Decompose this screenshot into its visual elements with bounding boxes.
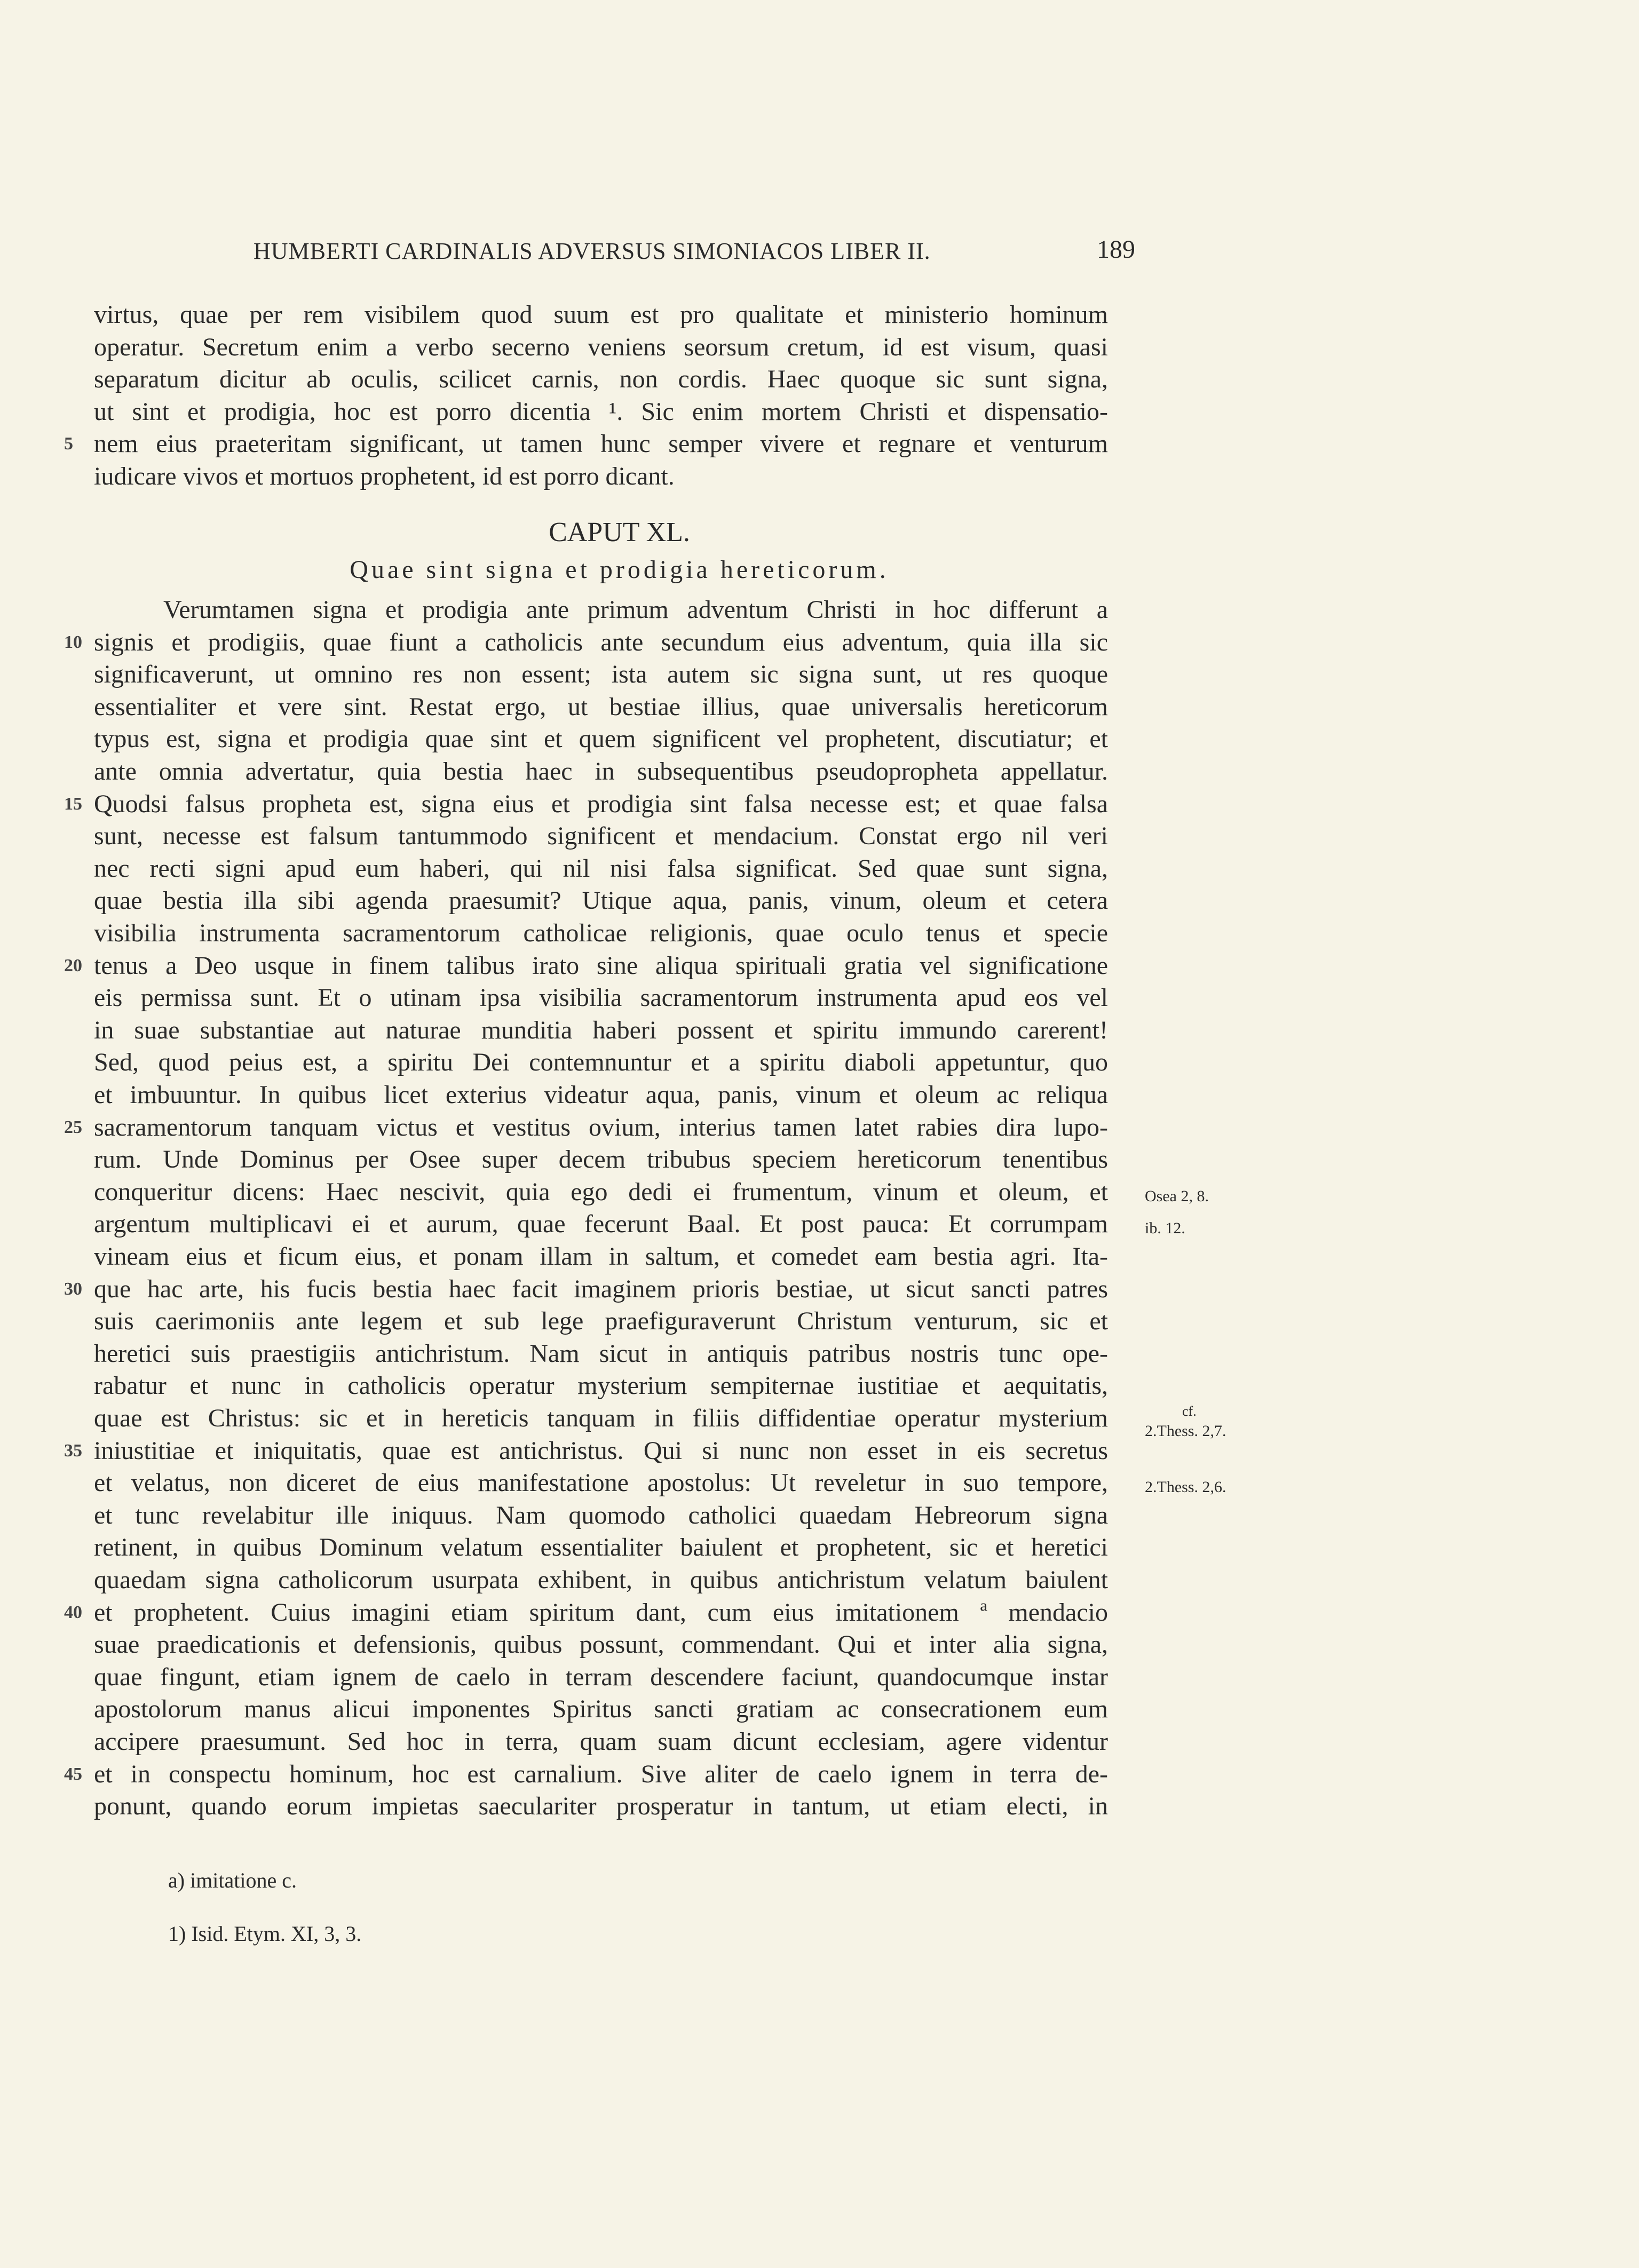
text-line (64, 950, 1108, 982)
line-text: quae bestia illa sibi agenda praesumit? Utique aqua, panis, vinum, oleum et cetera (94, 886, 1108, 915)
line-text: operatur. Secretum enim a verbo secerno veniens seorsum cretum, id est visum, quasi (94, 332, 1108, 361)
line-text: ponunt, quando eorum impietas saeculariter prosperatur in tantum, ut etiam electi, in (94, 1792, 1108, 1821)
line-text: essentialiter et vere sint. Restat ergo, ut bestiae illius, quae universalis hereticorum (94, 692, 1108, 721)
text-line (94, 1564, 1108, 1596)
line-text: sacramentorum tanquam victus et vestitus ovium, interius tamen latet rabies dira lupo- (94, 1113, 1108, 1141)
text-line (94, 1305, 1108, 1337)
line-text: suae praedicationis et defensionis, quibus possunt, commendant. Qui et inter alia signa, (94, 1630, 1108, 1659)
line-text: accipere praesumunt. Sed hoc in terra, quam suam dicunt ecclesiam, agere videntur (94, 1727, 1108, 1756)
line-text: iniustitiae et iniquitatis, quae est antichristus. Qui si nunc non esset in eis secretus (94, 1436, 1108, 1465)
footnote-a: a) imitatione c. (168, 1868, 297, 1892)
text-line (94, 461, 1108, 493)
text-line (94, 1370, 1108, 1402)
line-text: sunt, necesse est falsum tantummodo significent et mendacium. Constat ergo nil veri (94, 822, 1108, 851)
text-line (94, 1726, 1108, 1758)
text-line (94, 820, 1108, 852)
margin-reference-cf: cf. (1182, 1403, 1197, 1419)
line-text: quae est Christus: sic et in hereticis tanquam in filiis diffidentiae operatur mysterium (94, 1404, 1108, 1432)
line-text: Quodsi falsus propheta est, signa eius et prodigia sint falsa necesse est; et quae falsa (94, 789, 1108, 818)
line-text: que hac arte, his fucis bestia haec facit imaginem prioris bestiae, ut sicut sancti patres (94, 1274, 1108, 1303)
running-title: HUMBERTI CARDINALIS ADVERSUS SIMONIACOS LIBER II. (254, 238, 931, 264)
text-line (94, 1661, 1108, 1693)
text-line (94, 1467, 1108, 1499)
text-line (94, 1176, 1108, 1208)
line-text: rum. Unde Dominus per Osee super decem tribubus speciem hereticorum tenentibus (94, 1145, 1108, 1174)
text-line (94, 659, 1108, 691)
text-line (94, 1500, 1108, 1532)
line-text: Verumtamen signa et prodigia ante primum adventum Christi in hoc differunt a (163, 596, 1108, 624)
text-line (64, 1273, 1108, 1305)
line-number: 20 (64, 955, 82, 976)
text-line (94, 853, 1108, 885)
line-text: iudicare vivos et mortuos prophetent, id est porro dicant. (94, 462, 675, 490)
text-line (94, 917, 1108, 949)
line-text: nec recti signi apud eum haberi, qui nil nisi falsa significat. Sed quae sunt signa, (94, 854, 1108, 883)
line-number: 10 (64, 632, 82, 652)
line-text: eis permissa sunt. Et o utinam ipsa visibilia sacramentorum instrumenta apud eos vel (94, 984, 1108, 1012)
line-number: 5 (64, 434, 73, 454)
line-text: et velatus, non diceret de eius manifestatione apostolus: Ut reveletur in suo tempore, (94, 1469, 1108, 1497)
text-line (94, 982, 1108, 1014)
footnote-1: 1) Isid. Etym. XI, 3, 3. (168, 1922, 362, 1946)
margin-reference-thess-6: 2.Thess. 2,6. (1145, 1478, 1226, 1496)
line-text: virtus, quae per rem visibilem quod suum est pro qualitate et ministerio hominum (94, 300, 1108, 329)
text-line (94, 1014, 1108, 1046)
text-line (94, 1079, 1108, 1111)
line-text: suis caerimoniis ante legem et sub lege praefiguraverunt Christum venturum, sic et (94, 1307, 1108, 1336)
line-text: et imbuuntur. In quibus licet exterius videatur aqua, panis, vinum et oleum ac reliqua (94, 1081, 1108, 1109)
text-line (94, 1338, 1108, 1370)
line-number: 45 (64, 1764, 82, 1784)
line-text: visibilia instrumenta sacramentorum catholicae religionis, quae oculo tenus et specie (94, 919, 1108, 947)
text-line (94, 1693, 1108, 1725)
line-number: 30 (64, 1279, 82, 1299)
line-text: et prophetent. Cuius imagini etiam spiritum dant, cum eius imitationem ª mendacio (94, 1598, 1108, 1627)
line-number: 15 (64, 794, 82, 814)
text-line (94, 1144, 1108, 1176)
line-text: typus est, signa et prodigia quae sint et quem significent vel prophetent, discutiatur; et (94, 725, 1108, 754)
text-line (94, 1629, 1108, 1661)
text-line (64, 1597, 1108, 1629)
text-line (94, 1208, 1108, 1240)
line-text: separatum dicitur ab oculis, scilicet carnis, non cordis. Haec quoque sic sunt signa, (94, 365, 1108, 393)
text-line (64, 788, 1108, 820)
line-text: significaverunt, ut omnino res non essent; ista autem sic signa sunt, ut res quoque (94, 660, 1108, 689)
margin-reference-thess-7: 2.Thess. 2,7. (1145, 1422, 1226, 1440)
text-line (94, 756, 1108, 788)
chapter-subtitle: Quae sint signa et prodigia hereticorum. (350, 556, 889, 584)
line-text: quaedam signa catholicorum usurpata exhibent, in quibus antichristum velatum baiulent (94, 1566, 1108, 1594)
margin-reference-ib: ib. 12. (1145, 1219, 1185, 1237)
line-text: conqueritur dicens: Haec nescivit, quia ego dedi ei frumentum, vinum et oleum, et (94, 1177, 1108, 1206)
text-line (64, 1758, 1108, 1790)
line-number: 40 (64, 1602, 82, 1622)
line-text: nem eius praeteritam significant, ut tamen hunc semper vivere et regnare et venturum (94, 430, 1108, 458)
line-text: in suae substantiae aut naturae munditia haberi possent et spiritu immundo carerent! (94, 1016, 1108, 1044)
line-text: ante omnia advertatur, quia bestia haec in subsequentibus pseudopropheta appellatur. (94, 757, 1108, 786)
text-line (94, 1241, 1108, 1273)
text-line (94, 1790, 1108, 1822)
line-number: 35 (64, 1440, 82, 1461)
text-line (94, 723, 1108, 755)
line-text: apostolorum manus alicui imponentes Spiritus sancti gratiam ac consecrationem eum (94, 1695, 1108, 1724)
text-line (94, 594, 1108, 626)
text-line (94, 1046, 1108, 1079)
line-text: Sed, quod peius est, a spiritu Dei contemnuntur et a spiritu diaboli appetuntur, quo (94, 1048, 1108, 1077)
text-line (94, 396, 1108, 428)
line-text: et in conspectu hominum, hoc est carnalium. Sive aliter de caelo ignem in terra de- (94, 1759, 1108, 1788)
line-number: 25 (64, 1117, 82, 1137)
text-line (94, 691, 1108, 723)
line-text: tenus a Deo usque in finem talibus irato sine aliqua spirituali gratia vel significatione (94, 951, 1108, 980)
line-text: retinent, in quibus Dominum velatum essentialiter baiulent et prophetent, sic et heretici (94, 1533, 1108, 1562)
text-line (94, 331, 1108, 363)
text-line (94, 363, 1108, 395)
line-text: quae fingunt, etiam ignem de caelo in terram descendere faciunt, quandocumque instar (94, 1662, 1108, 1691)
page-number: 189 (1097, 235, 1135, 264)
line-text: heretici suis praestigiis antichristum. Nam sicut in antiquis patribus nostris tunc ope- (94, 1339, 1108, 1368)
text-line (94, 299, 1108, 331)
text-line (94, 885, 1108, 917)
line-text: signis et prodigiis, quae fiunt a catholicis ante secundum eius adventum, quia illa sic (94, 628, 1108, 656)
line-text: argentum multiplicavi ei et aurum, quae fecerunt Baal. Et post pauca: Et corrumpam (94, 1210, 1108, 1239)
text-line (94, 1532, 1108, 1564)
line-text: rabatur et nunc in catholicis operatur mysterium sempiternae iustitiae et aequitatis, (94, 1371, 1108, 1400)
margin-reference-osea: Osea 2, 8. (1145, 1187, 1209, 1205)
text-line (64, 1112, 1108, 1144)
chapter-title: CAPUT XL. (549, 517, 690, 548)
line-text: vineam eius et ficum eius, et ponam illam in saltum, et comedet eam bestia agri. Ita- (94, 1242, 1108, 1271)
text-line (94, 1402, 1108, 1434)
line-text: et tunc revelabitur ille iniquus. Nam quomodo catholici quaedam Hebreorum signa (94, 1501, 1108, 1529)
text-line (64, 627, 1108, 659)
line-text: ut sint et prodigia, hoc est porro dicentia ¹. Sic enim mortem Christi et dispensatio- (94, 397, 1108, 426)
text-line (64, 1435, 1108, 1467)
text-line (64, 428, 1108, 460)
